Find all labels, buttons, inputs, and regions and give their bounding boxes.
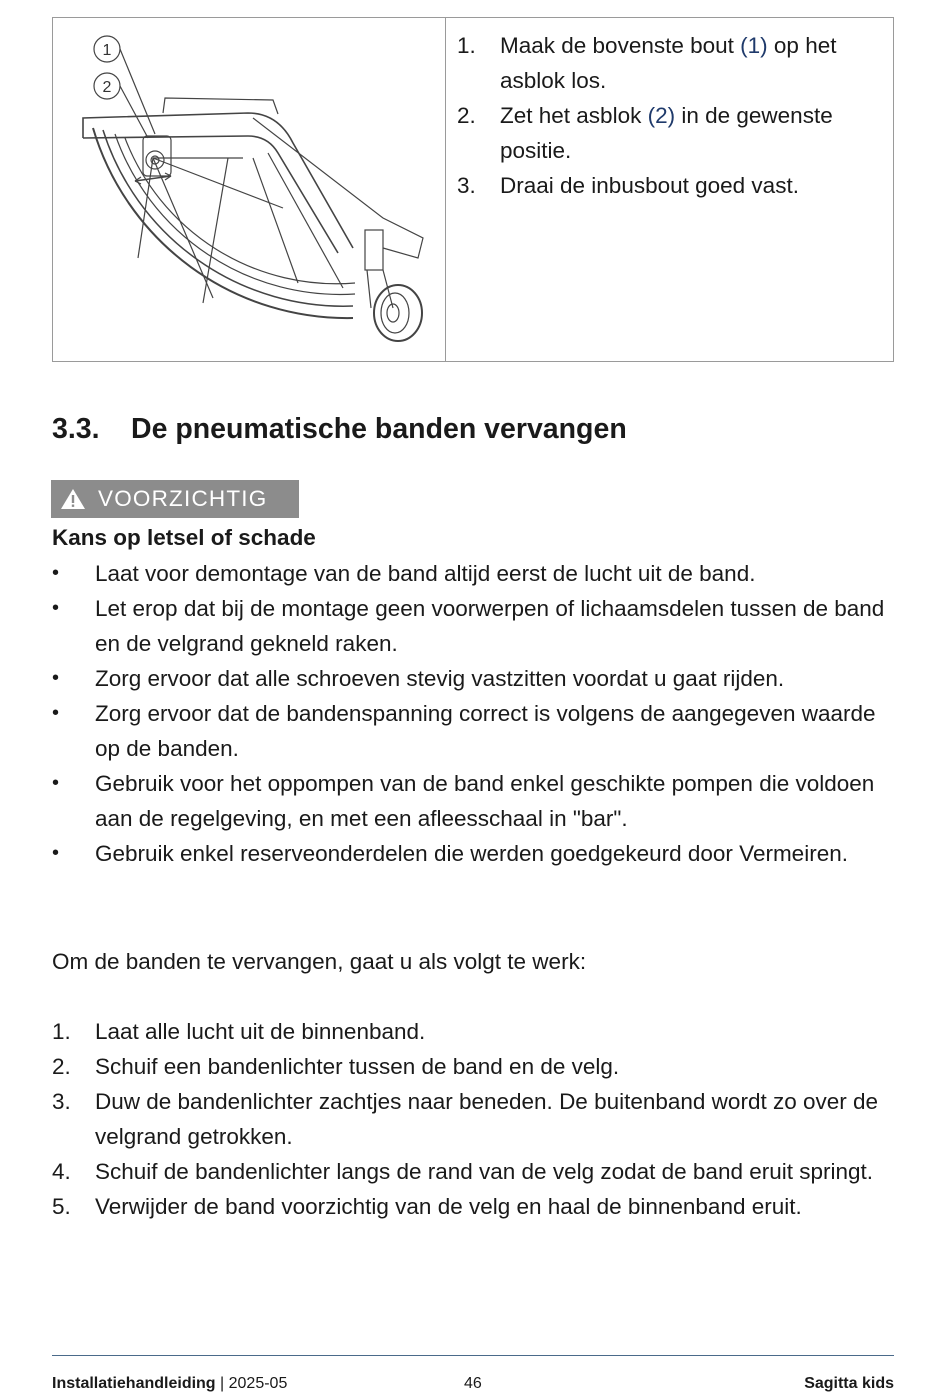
step-item: 3. Duw de bandenlichter zachtjes naar beneden. De buitenband wordt zo over de velgrand getrokken. [52, 1089, 879, 1149]
bullet-item: • Zorg ervoor dat alle schroeven stevig vastzitten voordat u gaat rijden. [52, 666, 785, 691]
section-title-text: De pneumatische banden vervangen [131, 413, 627, 445]
footer-rule [52, 1355, 894, 1356]
adjust-step: 3. Draai de inbusbout goed vast. [457, 173, 799, 198]
section-number: 3.3. [52, 413, 100, 445]
step-item: 4. Schuif de bandenlichter langs de rand van de velg zodat de band eruit springt. [52, 1159, 874, 1184]
risk-title: Kans op letsel of schade [52, 525, 316, 550]
tire-steps-list [52, 1014, 902, 1224]
product-name: Sagitta kids [804, 1375, 894, 1392]
caution-badge [51, 480, 299, 518]
bullet-item: • Gebruik enkel reserveonderdelen die werden goedgekeurd door Vermeiren. [52, 841, 848, 866]
bullet-item: • Laat voor demontage van de band altijd eerst de lucht uit de band. [52, 561, 756, 586]
figure-table [52, 17, 894, 362]
section-title [52, 410, 627, 448]
wheel-illustration [53, 18, 445, 361]
callout-1: 1 [102, 42, 112, 59]
adjust-steps-list [457, 28, 887, 203]
intro-text: Om de banden te vervangen, gaat u als volgt te werk: [52, 949, 587, 974]
reference-number: (1) [740, 33, 768, 58]
adjust-steps-cell [457, 28, 887, 203]
adjust-step: 1. Maak de bovenste bout (1) op het asblok los. [457, 33, 837, 93]
step-item: 1. Laat alle lucht uit de binnenband. [52, 1019, 426, 1044]
caution-label: VOORZICHTIG [98, 486, 268, 511]
adjust-step: 2. Zet het asblok (2) in de gewenste positie. [457, 103, 833, 163]
step-item: 5. Verwijder de band voorzichtig van de velg en haal de binnenband eruit. [52, 1194, 802, 1219]
reference-number: (2) [647, 103, 676, 128]
warning-triangle-icon [60, 488, 86, 510]
page-footer [52, 1375, 894, 1397]
bullet-item: • Let erop dat bij de montage geen voorwerpen of lichaamsdelen tussen de band en de velgrand gekneld raken. [52, 596, 885, 656]
wheel-illustration-cell [53, 18, 446, 361]
bullet-item: • Zorg ervoor dat de bandenspanning correct is volgens de aangegeven waarde op de banden. [52, 701, 876, 761]
caution-bullets [52, 556, 902, 871]
page-number: 46 [464, 1375, 482, 1392]
bullet-item: • Gebruik voor het oppompen van de band enkel geschikte pompen die voldoen aan de regelgeving, en met een afleesschaal in "bar". [52, 771, 875, 831]
footer-doc-info: Installatiehandleiding | 2025-05 [52, 1375, 288, 1392]
step-item: 2. Schuif een bandenlichter tussen de band en de velg. [52, 1054, 620, 1079]
callout-2: 2 [102, 79, 112, 96]
